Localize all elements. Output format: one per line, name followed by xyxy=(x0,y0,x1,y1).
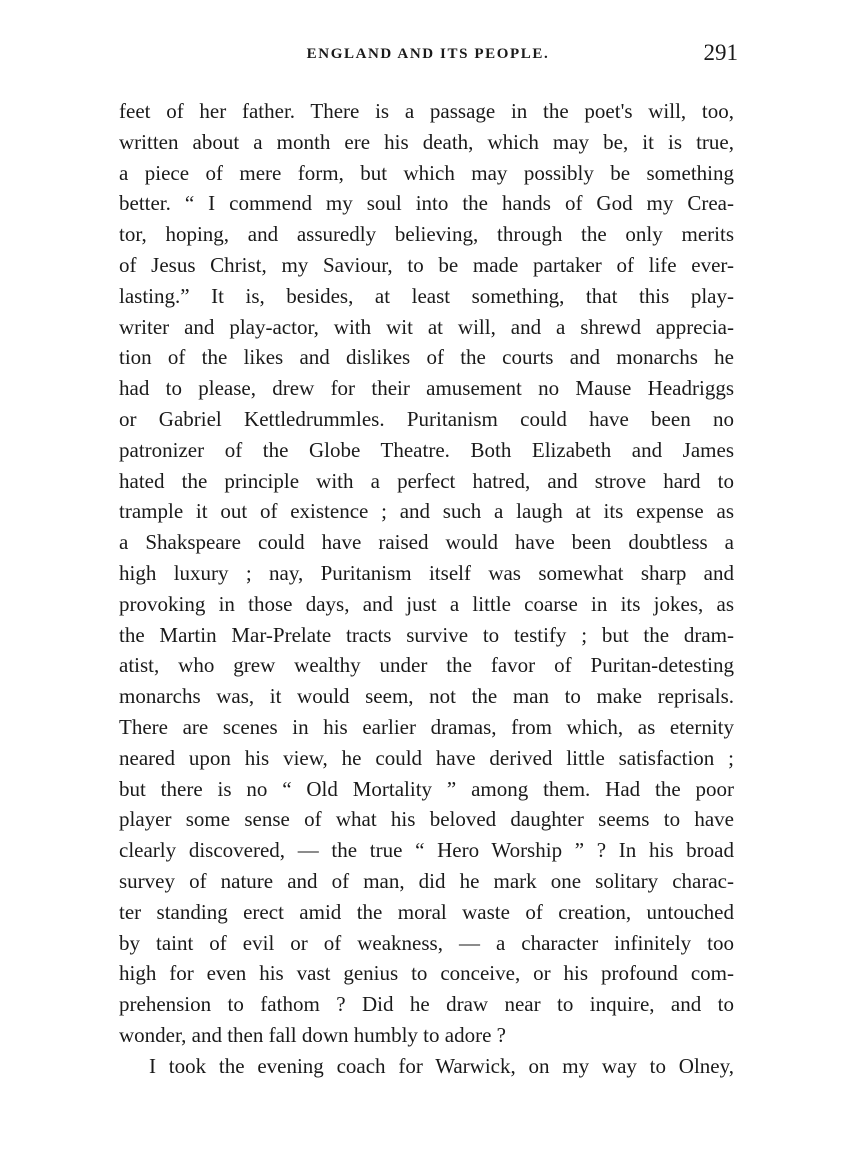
paragraph xyxy=(119,1051,734,1082)
running-head xyxy=(118,40,738,76)
body-text xyxy=(119,96,734,1082)
text-line: I took the evening coach for Warwick, on my way to Olney, xyxy=(149,1053,734,1078)
text-line: a piece of mere form, but which may possibly be something xyxy=(119,160,734,185)
text-line: feet of her father. There is a passage in the poet's will, too, xyxy=(119,99,734,123)
text-line: prehension to fathom ? Did he draw near to inquire, and to xyxy=(119,992,734,1017)
text-line: high luxury ; nay, Puritanism itself was somewhat sharp and xyxy=(119,560,734,585)
text-line: trample it out of existence ; and such a laugh at its expense as xyxy=(119,499,734,524)
text-line: hated the principle with a perfect hatred, and strove hard to xyxy=(119,468,734,493)
text-line: clearly discovered, — the true “ Hero Worship ” ? In his broad xyxy=(119,838,734,863)
text-line: a Shakspeare could have raised would have been doubtless a xyxy=(119,530,734,555)
text-line: high for even his vast genius to conceive, or his profound com- xyxy=(119,961,734,986)
text-line: atist, who grew wealthy under the favor of Puritan-detesting xyxy=(119,653,734,678)
running-title: ENGLAND AND ITS PEOPLE. xyxy=(306,46,550,62)
paragraph xyxy=(119,96,734,1051)
text-line: the Martin Mar-Prelate tracts survive to testify ; but the dram- xyxy=(119,622,734,647)
text-line: written about a month ere his death, which may be, it is true, xyxy=(119,129,734,154)
page-number: 291 xyxy=(703,40,738,65)
text-line: player some sense of what his beloved daughter seems to have xyxy=(119,807,734,832)
text-line: survey of nature and of man, did he mark one solitary charac- xyxy=(119,868,734,893)
text-line: provoking in those days, and just a little coarse in its jokes, as xyxy=(119,591,734,616)
text-line: but there is no “ Old Mortality ” among them. Had the poor xyxy=(119,776,734,801)
text-line: ter standing erect amid the moral waste of creation, untouched xyxy=(119,899,734,924)
text-line: by taint of evil or of weakness, — a character infinitely too xyxy=(119,930,734,955)
text-line: writer and play-actor, with wit at will, and a shrewd apprecia- xyxy=(119,314,734,339)
text-line: better. “ I commend my soul into the hands of God my Crea- xyxy=(119,191,734,216)
text-line: tion of the likes and dislikes of the courts and monarchs he xyxy=(119,345,734,370)
text-line: lasting.” It is, besides, at least something, that this play- xyxy=(119,283,734,308)
text-line: wonder, and then fall down humbly to adore ? xyxy=(119,1022,506,1047)
text-line: of Jesus Christ, my Saviour, to be made partaker of life ever- xyxy=(119,252,734,277)
text-line: monarchs was, it would seem, not the man to make reprisals. xyxy=(119,684,734,709)
text-line: had to please, drew for their amusement no Mause Headriggs xyxy=(119,376,734,401)
text-line: tor, hoping, and assuredly believing, through the only merits xyxy=(119,222,734,247)
text-line: neared upon his view, he could have derived little satisfaction ; xyxy=(119,745,734,770)
text-line: There are scenes in his earlier dramas, from which, as eternity xyxy=(119,714,734,739)
text-line: or Gabriel Kettledrummles. Puritanism could have been no xyxy=(119,406,734,431)
text-line: patronizer of the Globe Theatre. Both Elizabeth and James xyxy=(119,437,734,462)
